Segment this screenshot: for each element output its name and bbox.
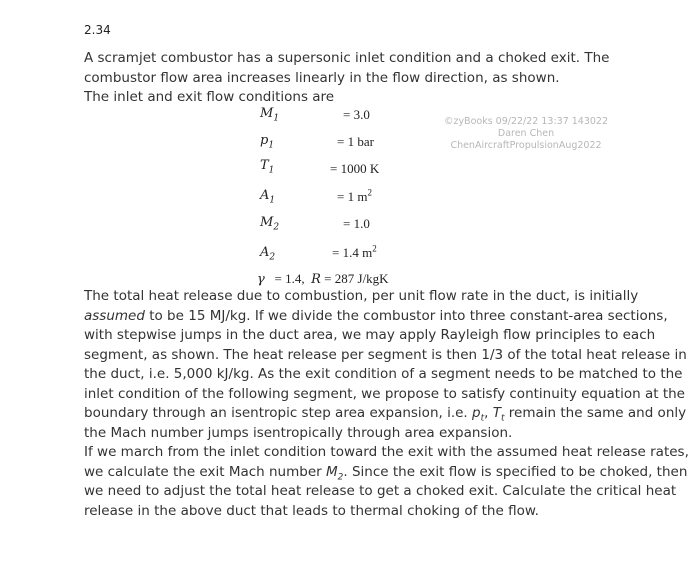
value-M1: = 3.0 xyxy=(343,107,370,122)
gamma-symbol: γ xyxy=(257,272,265,287)
watermark-line-1: ©zyBooks 09/22/22 13:37 143022 xyxy=(443,116,609,127)
paragraph-2: If we march from the inlet condition toward the exit with the assumed heat release rates, we calculate the exit Mach number $M_2$. Since the exit flow is specified to be choked, then we need to adjust the total heat release to get a choked exit. Calculate the critical heat release in the above duct that leads to thermal choking of the flow. xyxy=(84,444,689,519)
R-symbol: R xyxy=(311,272,321,287)
symbol-p1: $p_1$ xyxy=(260,133,275,151)
watermark-line-3: ChenAircraftPropulsionAug2022 xyxy=(450,140,602,151)
gamma-value: = 1.4, xyxy=(274,271,305,286)
assumed-italic: assumed xyxy=(84,307,145,324)
intro-text xyxy=(84,49,684,108)
Tt-symbol: $T_t$ xyxy=(492,405,505,424)
value-A1: = 1 $m^2$ xyxy=(337,187,372,204)
R-value: = 287 J/kgK xyxy=(324,271,389,286)
symbol-A2: $A_2$ xyxy=(260,245,276,263)
value-M2: = 1.0 xyxy=(343,216,370,231)
intro-line-2: combustor flow area increases linearly in the flow direction, as shown. xyxy=(84,69,560,86)
problem-body xyxy=(84,287,694,521)
M2-symbol: $M_2$ xyxy=(326,463,344,483)
pt-symbol: $p_t$ xyxy=(472,405,485,424)
value-A2: = 1.4 $m^2$ xyxy=(332,243,377,260)
symbol-A1: $A_1$ xyxy=(260,188,276,206)
symbol-M2: $M_2$ xyxy=(260,215,280,233)
paragraph-1: The total heat release due to combustion, per unit flow rate in the duct, is initially assumed to be 15 MJ/kg. If we divide the combustor into three constant-area sections, with stepwise jumps in the duct area, we may apply Rayleigh flow principles to each segment, as shown. The heat release per segment is then 1/3 of the total heat release in the duct, i.e. 5,000 kJ/kg. As the exit condition of a segment needs to be matched to the inlet condition of the following segment, we propose to satisfy continuity equation at the boundary through an isentropic step area expansion, i.e. $p_t$, $T_t$ remain the same and only the Mach number jumps isentropically through area expansion. xyxy=(84,288,687,441)
value-T1: = 1000 K xyxy=(330,161,380,176)
watermark-line-2: Daren Chen xyxy=(497,128,555,139)
symbol-M1: $M_1$ xyxy=(260,106,280,124)
problem-number: 2.34 xyxy=(84,23,111,37)
intro-line-3: The inlet and exit flow conditions are xyxy=(84,89,335,105)
gamma-R-line xyxy=(257,271,389,287)
zybooks-watermark xyxy=(426,116,626,152)
value-p1: = 1 bar xyxy=(337,134,374,149)
symbol-T1: $T_1$ xyxy=(260,158,275,176)
intro-line-1: A scramjet combustor has a supersonic inlet condition and a choked exit. The xyxy=(84,50,610,66)
